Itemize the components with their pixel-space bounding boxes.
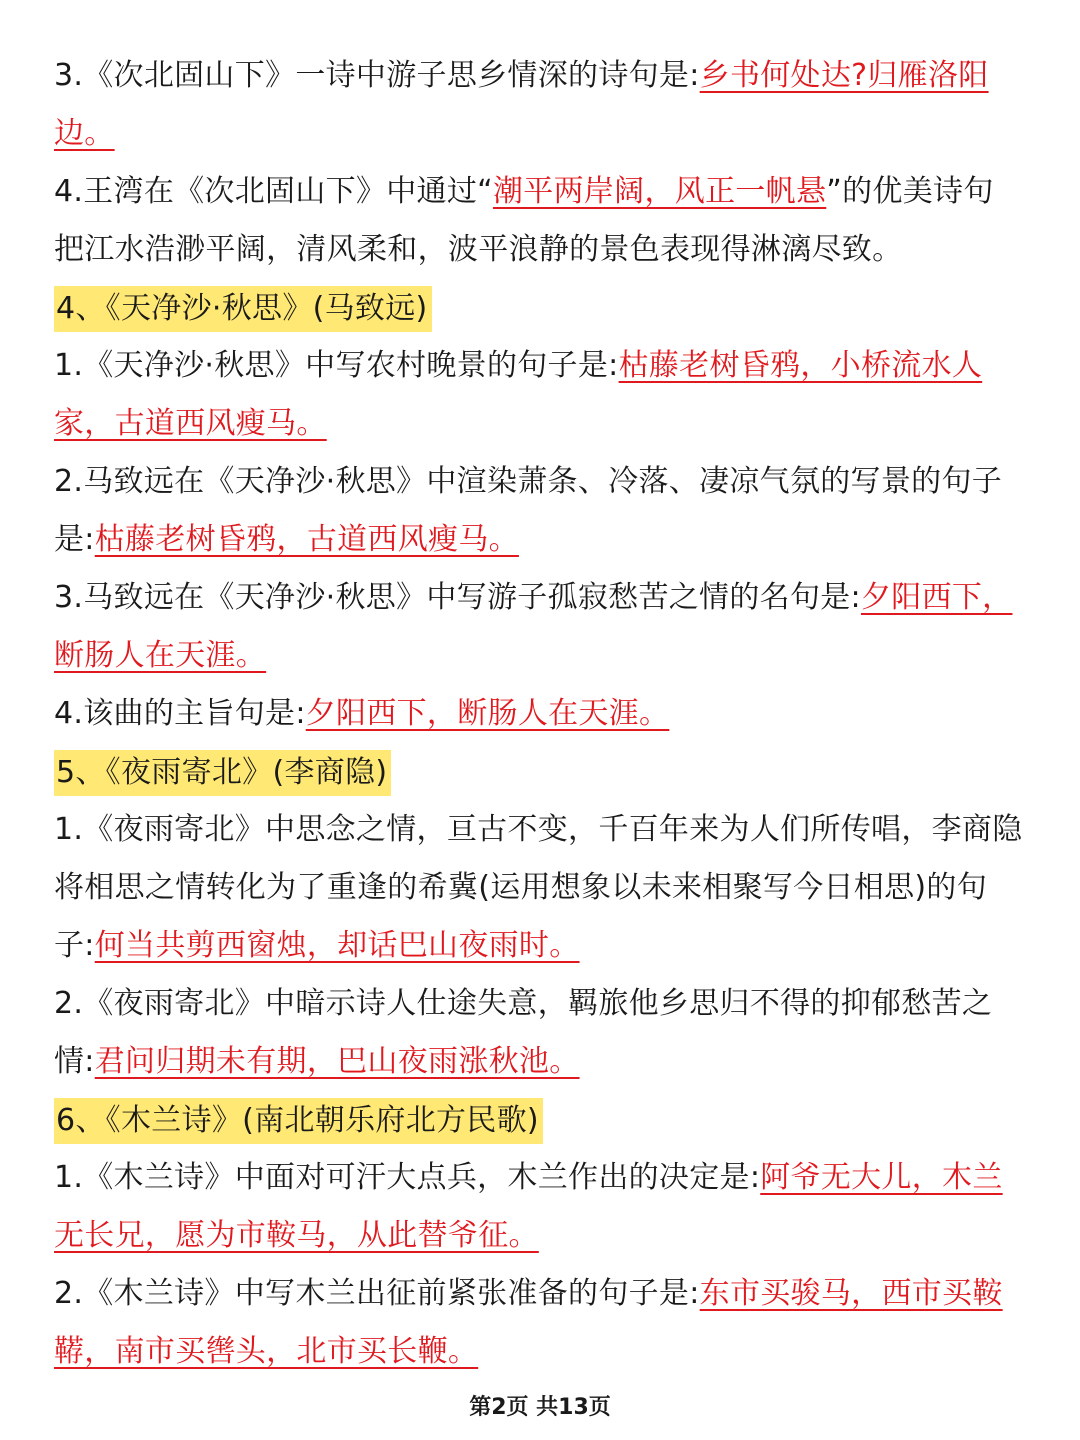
question-text: 子: xyxy=(54,928,95,963)
question-text: 将相思之情转化为了重逢的希冀(运用想象以未来相聚写今日相思)的句 xyxy=(54,870,988,905)
s3-q4-line1 xyxy=(54,163,1034,221)
answer-text: 君问归期未有期，巴山夜雨涨秋池。 xyxy=(94,1044,580,1079)
s5-q1-line2 xyxy=(54,859,1034,917)
s6-q1-line1 xyxy=(54,1149,1034,1207)
question-text: 3.马致远在《天净沙·秋思》中写游子孤寂愁苦之情的名句是: xyxy=(54,580,861,615)
question-text: 1.《木兰诗》中面对可汗大点兵，木兰作出的决定是: xyxy=(54,1160,761,1195)
question-text: ”的优美诗句 xyxy=(826,174,994,209)
s4-q1-line1 xyxy=(54,337,1034,395)
s4-q3-line1 xyxy=(54,569,1034,627)
s3-q3-line1 xyxy=(54,47,1034,105)
answer-text: 鞯，南市买辔头，北市买长鞭。 xyxy=(54,1334,479,1369)
question-text: 4.王湾在《次北固山下》中通过“ xyxy=(54,174,493,209)
answer-text: 夕阳西下，断肠人在天涯。 xyxy=(305,696,670,731)
section-heading: 6、《木兰诗》(南北朝乐府北方民歌) xyxy=(54,1098,543,1144)
answer-text: 边。 xyxy=(54,116,115,151)
s4-q4-line1 xyxy=(54,685,1034,743)
answer-text: 无长兄，愿为市鞍马，从此替爷征。 xyxy=(54,1218,539,1253)
s5-q2-line2 xyxy=(54,1033,1034,1091)
answer-text: 枯藤老树昏鸦，小桥流水人 xyxy=(618,348,983,383)
question-text: 1.《天净沙·秋思》中写农村晚景的句子是: xyxy=(54,348,619,383)
question-text: 2.马致远在《天净沙·秋思》中渲染萧条、冷落、凄凉气氛的写景的句子 xyxy=(54,464,1003,499)
s4-q3-line2 xyxy=(54,627,1034,685)
answer-text: 何当共剪西窗烛，却话巴山夜雨时。 xyxy=(94,928,580,963)
answer-text: 乡书何处达?归雁洛阳 xyxy=(699,58,989,93)
answer-text: 东市买骏马，西市买鞍 xyxy=(699,1276,1003,1311)
answer-text: 家，古道西风瘦马。 xyxy=(54,406,327,441)
page-indicator: 第2页 共13页 xyxy=(469,1395,611,1420)
answer-text: 夕阳西下， xyxy=(860,580,1013,615)
question-text: 情: xyxy=(54,1044,95,1079)
question-text: 1.《夜雨寄北》中思念之情，亘古不变，千百年来为人们所传唱，李商隐 xyxy=(54,812,1023,847)
question-text: 4.该曲的主旨句是: xyxy=(54,696,306,731)
question-text: 2.《木兰诗》中写木兰出征前紧张准备的句子是: xyxy=(54,1276,700,1311)
s6-q2-line1 xyxy=(54,1265,1034,1323)
s3-q4-line2 xyxy=(54,221,1034,279)
answer-text: 潮平两岸阔，风正一帆悬 xyxy=(492,174,827,209)
section-heading: 4、《天净沙·秋思》(马致远) xyxy=(54,286,432,332)
question-text: 是: xyxy=(54,522,95,557)
question-text: 把江水浩渺平阔，清风柔和，波平浪静的景色表现得淋漓尽致。 xyxy=(54,232,903,267)
s6-q1-line2 xyxy=(54,1207,1034,1265)
section-heading: 5、《夜雨寄北》(李商隐) xyxy=(54,750,391,796)
s3-q3-line2 xyxy=(54,105,1034,163)
s6-q2-line2 xyxy=(54,1323,1034,1381)
section-4-heading-row xyxy=(54,279,1034,337)
s4-q2-line2 xyxy=(54,511,1034,569)
answer-text: 阿爷无大儿，木兰 xyxy=(760,1160,1003,1195)
s5-q2-line1 xyxy=(54,975,1034,1033)
question-text: 2.《夜雨寄北》中暗示诗人仕途失意，羁旅他乡思归不得的抑郁愁苦之 xyxy=(54,986,993,1021)
s4-q1-line2 xyxy=(54,395,1034,453)
s4-q2-line1 xyxy=(54,453,1034,511)
answer-text: 枯藤老树昏鸦，古道西风瘦马。 xyxy=(94,522,519,557)
s5-q1-line1 xyxy=(54,801,1034,859)
document-body xyxy=(54,47,1034,1381)
answer-text: 断肠人在天涯。 xyxy=(54,638,267,673)
s5-q1-line3 xyxy=(54,917,1034,975)
section-5-heading-row xyxy=(54,743,1034,801)
question-text: 3.《次北固山下》一诗中游子思乡情深的诗句是: xyxy=(54,58,700,93)
section-6-heading-row xyxy=(54,1091,1034,1149)
